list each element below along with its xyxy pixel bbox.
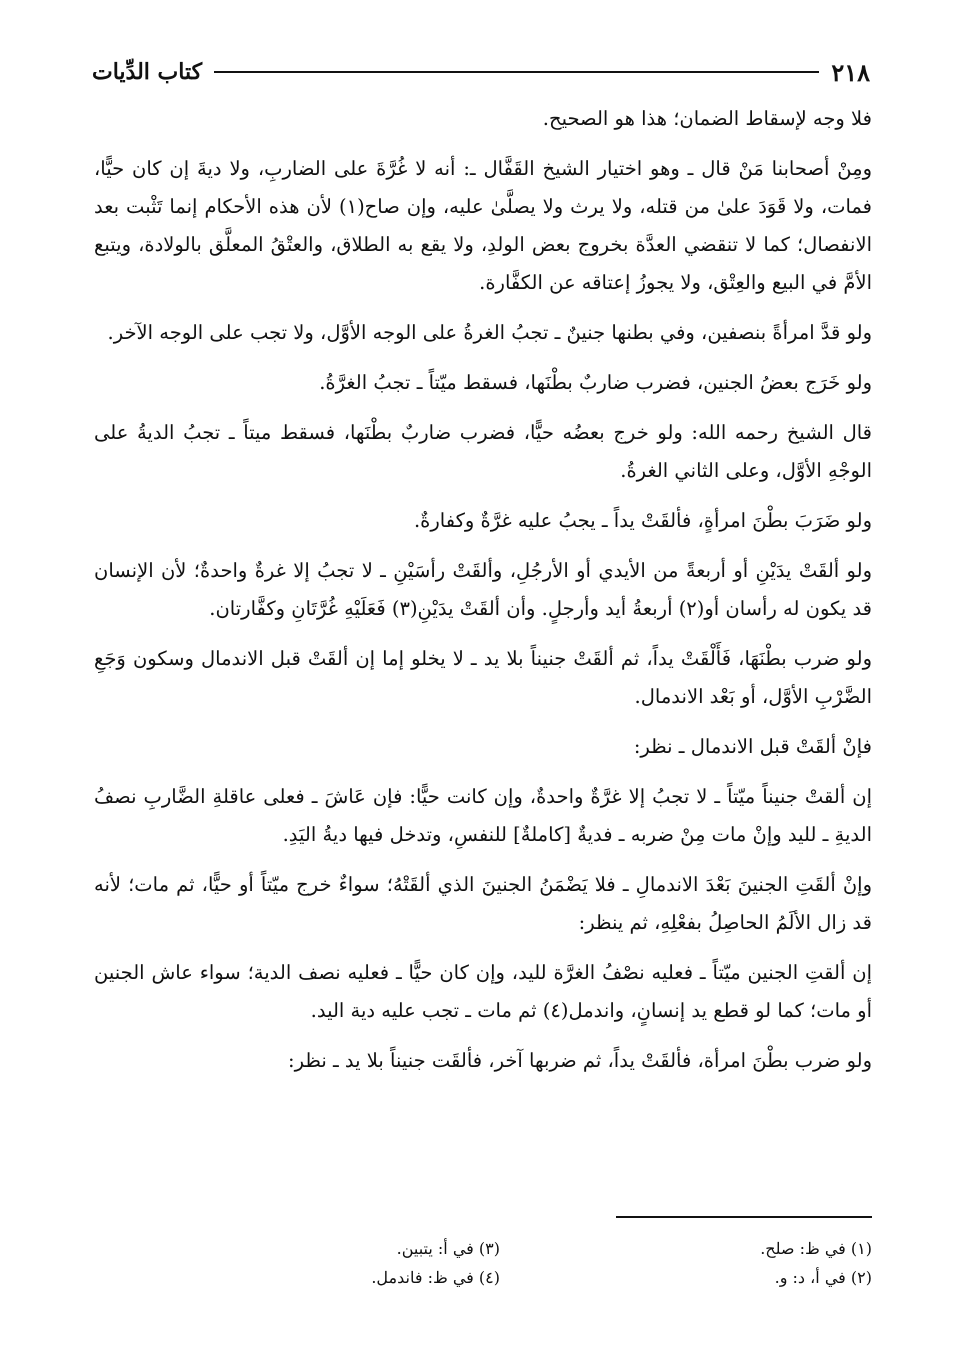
paragraph: وإنْ ألقَتِ الجنينَ بَعْدَ الاندمالِ ـ فلا يَضْمَنُ الجنينَ الذي ألقَتْهُ؛ سواءٌ خرج ميّتاً أو حيًّا، ثم مات؛ لأنه قد زال الألَمُ الحاصِلُ بفعْلِهِ، ثم ينظر: (94, 873, 872, 934)
header-rule (214, 71, 819, 73)
footnote-column-2 (371, 1234, 500, 1292)
running-title: كتاب الدِّيات (92, 59, 203, 85)
paragraph: ولو قدَّ امرأةً بنصفين، وفي بطنها جنينٌ ـ تجبُ الغرةُ على الوجه الأوَّل، ولا تجب على الوجه الآخر. (107, 321, 872, 344)
paragraph: ولو ألقَتْ يدَيْنِ أو أربعةً من الأيدي أو الأرجُلِ، وألقَتْ رأسَيْنِ ـ لا تجبُ إلا غرةٌ واحدةٌ؛ لأن الإنسان قد يكون له رأسان أو(٢) أربعةُ أيد وأرجلٍ. وأن ألقَتْ يدَيْنِ(٣) فَعَلَيْهِ غُرَّتَانِ وكفَّارتان. (94, 559, 872, 620)
paragraph: ولو خَرَج بعضُ الجنين، فضرب ضاربٌ بطْنَها، فسقط ميّتاً ـ تجبُ الغرَّةُ. (319, 371, 872, 394)
paragraph: فلا وجه لإسقاط الضمان؛ هذا هو الصحيح. (542, 107, 872, 130)
footnote-column-1 (760, 1234, 872, 1292)
paragraph: إن ألقتِ الجنين ميّتاً ـ فعليه نصْفُ الغرَّة لليد، وإن كان حيًّا ـ فعليه نصف الدية؛ سواء عاش الجنين أو مات؛ كما لو قطع يد إنسانٍ، واندمل(٤) ثم مات ـ تجب عليه دية اليد. (94, 961, 872, 1022)
footnote-1: (١) في ظ: صلح. (760, 1239, 872, 1258)
footnote-2: (٢) في أ، د: و. (774, 1268, 872, 1287)
paragraph: ومِنْ أصحابنا مَنْ قال ـ وهو اختيار الشيخ القَفَّال ـ: أنه لا غُرَّةَ على الضاربِ، ولا ديةَ إن كان حيًّا، فمات، ولا قَوَدَ علىٰ من قتله، ولا يرث ولا يصلَّىٰ عليه، وإن صاح(١) لأن هذه الأحكام إنما تَثْبت بعد الانفصال؛ كما لا تنقضي العدَّة بخروج بعض الولدِ، ولا يقع به الطلاق، والعتْقُ المعلَّق بالولادة، ويتبع الأمَّ في البيع والعِتْق، ولا يجوزُ إعتاقه عن الكفَّارة. (94, 157, 873, 294)
paragraph: ولو ضرب بطْنَ امرأة، فألقَتْ يداً، ثم ضربها آخر، فألقَت جنيناً بلا يد ـ نظر: (288, 1049, 872, 1072)
paragraph: فإنْ ألقَتْ قبل الاندمال ـ نظر: (633, 735, 872, 758)
footnote-4: (٤) في ظ: فاندمل. (371, 1268, 500, 1287)
paragraph: ولو ضرب بطْنَهَا، فَأَلْقَتْ يداً، ثم ألقَتْ جنيناً بلا يد ـ لا يخلو إما إن ألقَتْ قبل الاندمال وسكون وَجَعِ الضَّرْبِ الأوَّل، أو بَعْد الاندمال. (94, 647, 872, 708)
page-number: ٢١٨ (831, 57, 870, 87)
main-text (94, 100, 872, 1092)
page-header (92, 52, 870, 92)
footnote-3: (٣) في أ: يتبين. (396, 1239, 500, 1258)
paragraph: إن ألقتْ جنيناً ميّتاً ـ لا تجبُ إلا غرَّةٌ واحدةٌ، وإن كانت حيًّا: فإن عَاشَ ـ فعلى عاقلةِ الضَّاربِ نصفُ الديةِ ـ لليد وإنْ مات مِنْ ضربه ـ فديةٌ [كاملةٌ] للنفسِ، وتدخل فيها ديةُ اليَدِ. (94, 785, 872, 846)
paragraph: قال الشيخ رحمه الله: ولو خرج بعضُه حيًّا، فضرب ضاربٌ بطْنَها، فسقط ميتاً ـ تجبُ الديةُ على الوجْهِ الأوَّل، وعلى الثاني الغرةُ. (94, 421, 872, 482)
paragraph: ولو ضَرَبَ بطْنَ امرأةٍ، فألقَتْ يداً ـ يجبُ عليه غرَّةٌ وكفارةٌ. (413, 509, 872, 532)
footnote-rule (616, 1216, 872, 1218)
